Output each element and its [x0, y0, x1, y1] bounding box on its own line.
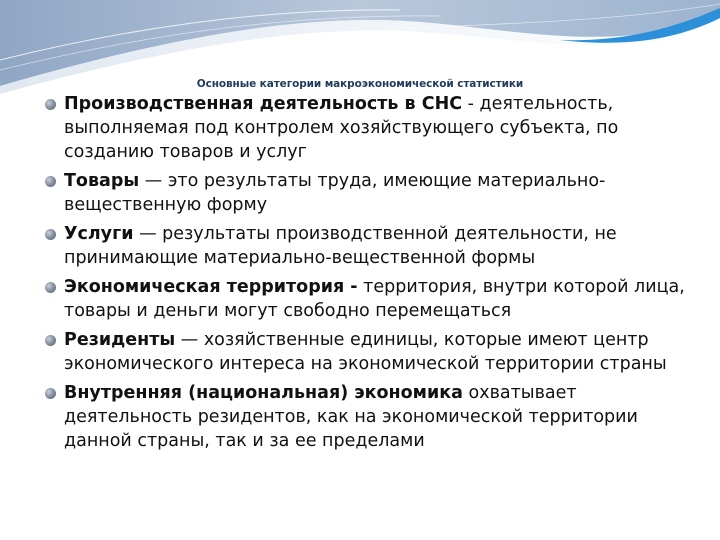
list-item [0, 328, 720, 376]
slide-content [0, 92, 720, 532]
bullet-dot-icon [45, 335, 56, 346]
bullet-dot-icon [45, 176, 56, 187]
item-text: — хозяйственные единицы, которые имеют центр экономического интереса на экономической территории страны [64, 330, 667, 374]
item-term: Внутренняя (национальная) экономика [64, 383, 463, 403]
list-item [0, 275, 720, 323]
bullet-list [0, 92, 720, 453]
item-text: — это результаты труда, имеющие материально-вещественную форму [64, 171, 606, 215]
item-text: - деятельность, выполняемая под контролем хозяйствующего субъекта, по созданию товаров и услуг [64, 94, 619, 162]
item-term: Товары [64, 171, 140, 191]
bullet-dot-icon [45, 388, 56, 399]
bullet-dot-icon [45, 229, 56, 240]
list-item [0, 381, 720, 453]
list-item [0, 92, 720, 164]
item-term: Услуги [64, 224, 134, 244]
item-text: — результаты производственной деятельности, не принимающие материально-вещественной формы [64, 224, 617, 268]
item-term: Производственная деятельность в СНС [64, 94, 463, 114]
bullet-dot-icon [45, 282, 56, 293]
bullet-dot-icon [45, 99, 56, 110]
list-item [0, 169, 720, 217]
list-item [0, 222, 720, 270]
item-term: Резиденты [64, 330, 176, 350]
item-text: охватывает деятельность резидентов, как на экономической территории данной страны, так и за ее пределами [64, 383, 638, 451]
slide-title: Основные категории макроэкономической статистики [196, 78, 524, 90]
item-text: территория, внутри которой лица, товары и деньги могут свободно перемещаться [64, 277, 685, 321]
item-term: Экономическая территория - [64, 277, 358, 297]
